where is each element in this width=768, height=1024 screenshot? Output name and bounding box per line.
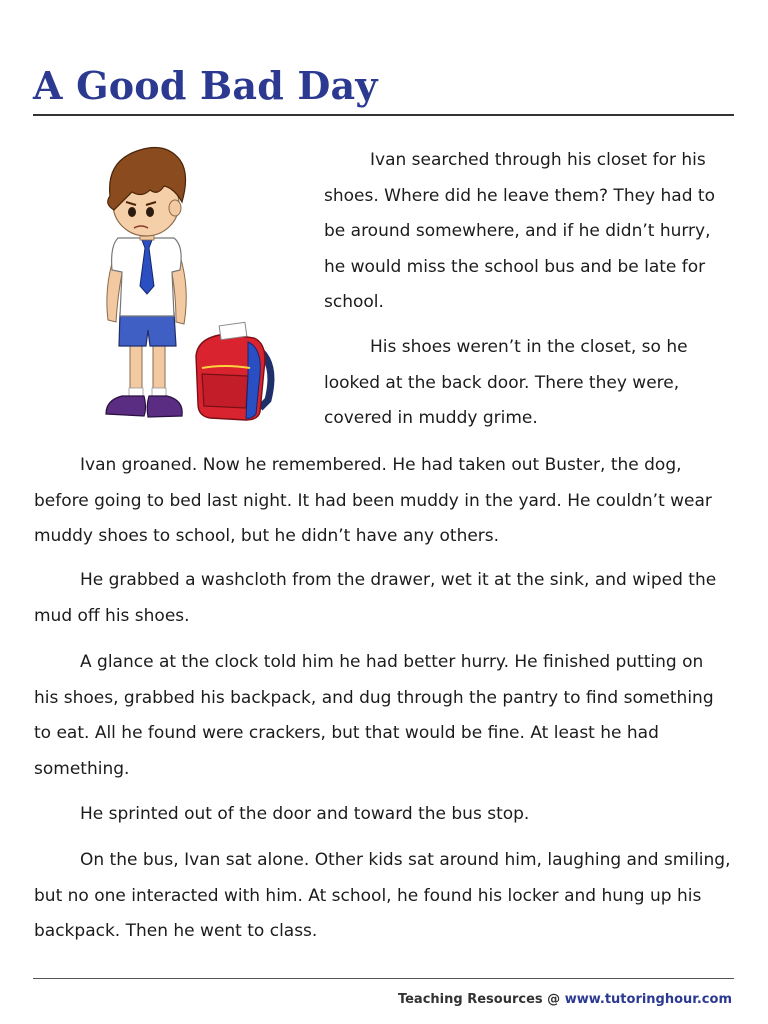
footer-divider xyxy=(33,978,734,979)
boy-icon xyxy=(106,148,186,417)
footer xyxy=(398,992,732,1007)
story-paragraph: He grabbed a washcloth from the drawer, wet it at the sink, and wiped the mud off his shoes. xyxy=(34,570,717,626)
footer-label: Teaching Resources @ xyxy=(397,992,565,1007)
boy-with-backpack-illustration xyxy=(62,138,284,428)
page-title: A Good Bad Day xyxy=(33,63,378,108)
story-paragraph: His shoes weren’t in the closet, so he looked at the back door. There they were, covered in muddy grime. xyxy=(324,337,688,428)
backpack-icon xyxy=(196,322,271,420)
story-paragraph: Ivan searched through his closet for his shoes. Where did he leave them? They had to be around somewhere, and if he didn’t hurry, he would miss the school bus and be late for school. xyxy=(324,150,715,312)
story-paragraph: Ivan groaned. Now he remembered. He had taken out Buster, the dog, before going to bed last night. It had been muddy in the yard. He couldn’t wear muddy shoes to school, but he didn’t have any others. xyxy=(34,455,712,546)
footer-link[interactable]: www.tutoringhour.com xyxy=(564,992,732,1007)
story-paragraph: A glance at the clock told him he had better hurry. He finished putting on his shoes, grabbed his backpack, and dug through the pantry to find something to eat. All he found were crackers, but that would be fine. At least he had something. xyxy=(34,652,714,779)
title-divider xyxy=(33,114,734,116)
story-paragraph: He sprinted out of the door and toward the bus stop. xyxy=(80,804,530,824)
story-paragraph: On the bus, Ivan sat alone. Other kids sat around him, laughing and smiling, but no one interacted with him. At school, he found his locker and hung up his backpack. Then he went to class. xyxy=(34,850,731,941)
